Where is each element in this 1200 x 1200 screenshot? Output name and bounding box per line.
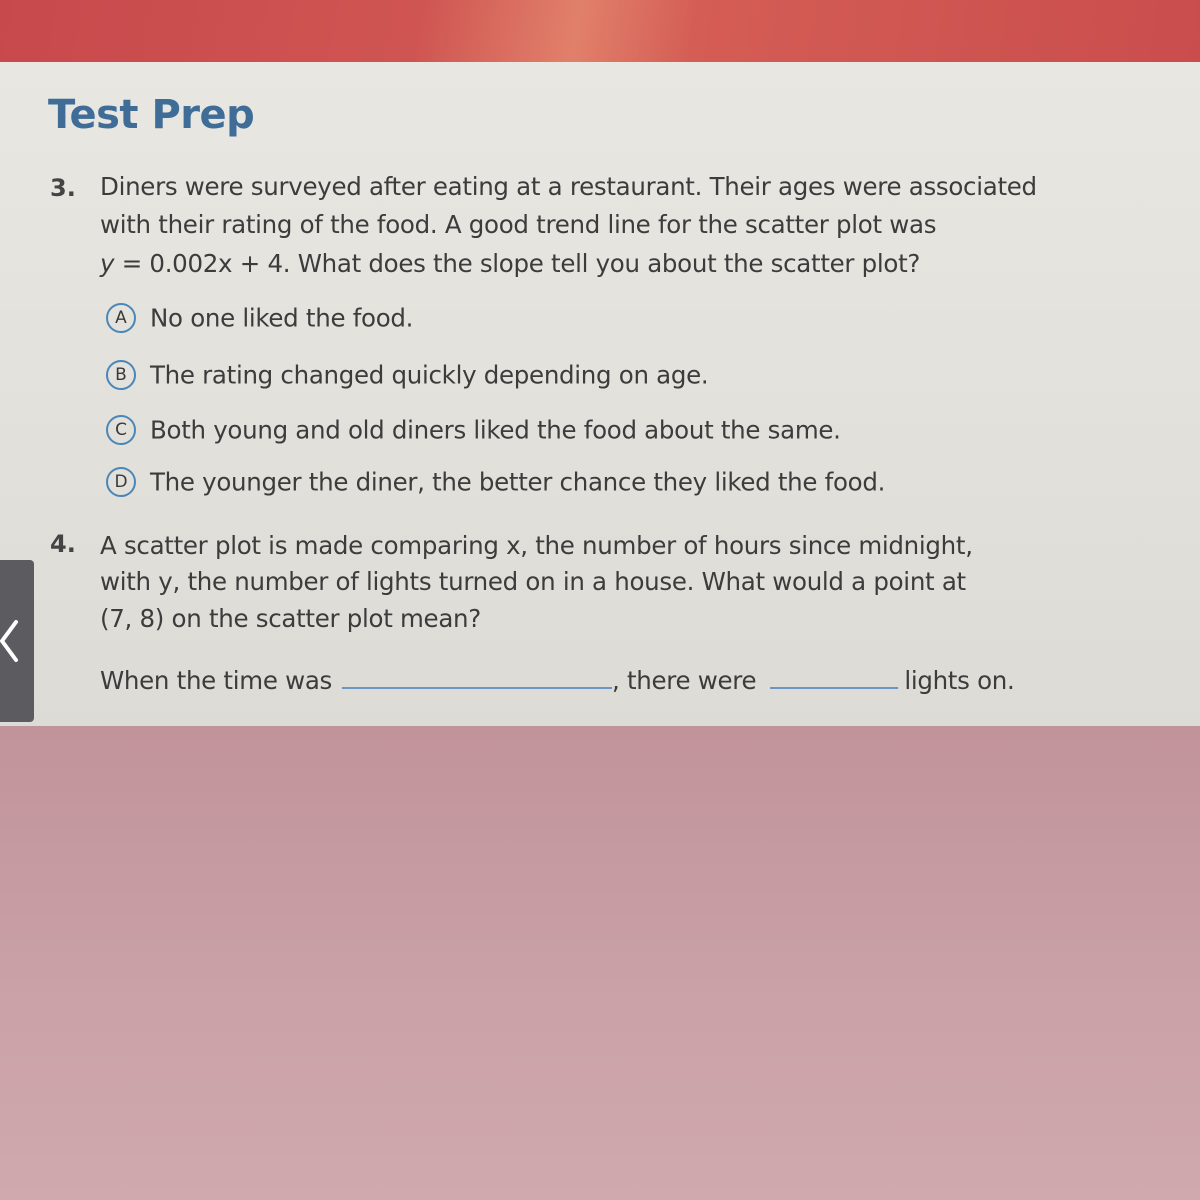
answer-text-1: When the time was [100,666,332,695]
choice-text: The younger the diner, the better chance they liked the food. [150,467,886,497]
variable-y: y [100,249,115,278]
page-title: Test Prep [48,92,255,138]
question-3-number: 3. [50,174,76,202]
equation-text: = 0.002x + 4. What does the slope tell you about the scatter plot? [114,249,921,278]
choice-letter: C [106,415,136,445]
side-tab[interactable] [0,560,34,722]
time-blank[interactable] [342,686,612,689]
lower-background [0,726,1200,1200]
answer-text-2: , there were [612,666,757,695]
choice-a[interactable] [106,303,413,335]
answer-text-3: lights on. [904,666,1015,695]
question-3-line-2: with their rating of the food. A good trend line for the scatter plot was [100,210,937,239]
top-banner [0,0,1200,62]
choice-c[interactable] [106,415,841,447]
choice-letter: A [106,303,136,333]
question-4-line-2: with y, the number of lights turned on in a house. What would a point at [100,567,966,596]
choice-d[interactable] [106,467,885,499]
question-3-line-1: Diners were surveyed after eating at a restaurant. Their ages were associated [100,172,1037,201]
choice-text: Both young and old diners liked the food about the same. [150,415,841,445]
choice-text: No one liked the food. [150,303,414,333]
question-3-line-3 [100,249,920,278]
lights-blank[interactable] [770,686,898,689]
choice-letter: B [106,360,136,390]
question-4-line-1: A scatter plot is made comparing x, the number of hours since midnight, [100,531,973,560]
question-4-number: 4. [50,530,76,558]
choice-letter: D [106,467,136,497]
choice-text: The rating changed quickly depending on age. [150,360,709,390]
answer-sentence [100,666,1014,695]
question-4-line-3: (7, 8) on the scatter plot mean? [100,604,481,633]
choice-b[interactable] [106,360,708,392]
chevron-left-icon [0,616,34,666]
